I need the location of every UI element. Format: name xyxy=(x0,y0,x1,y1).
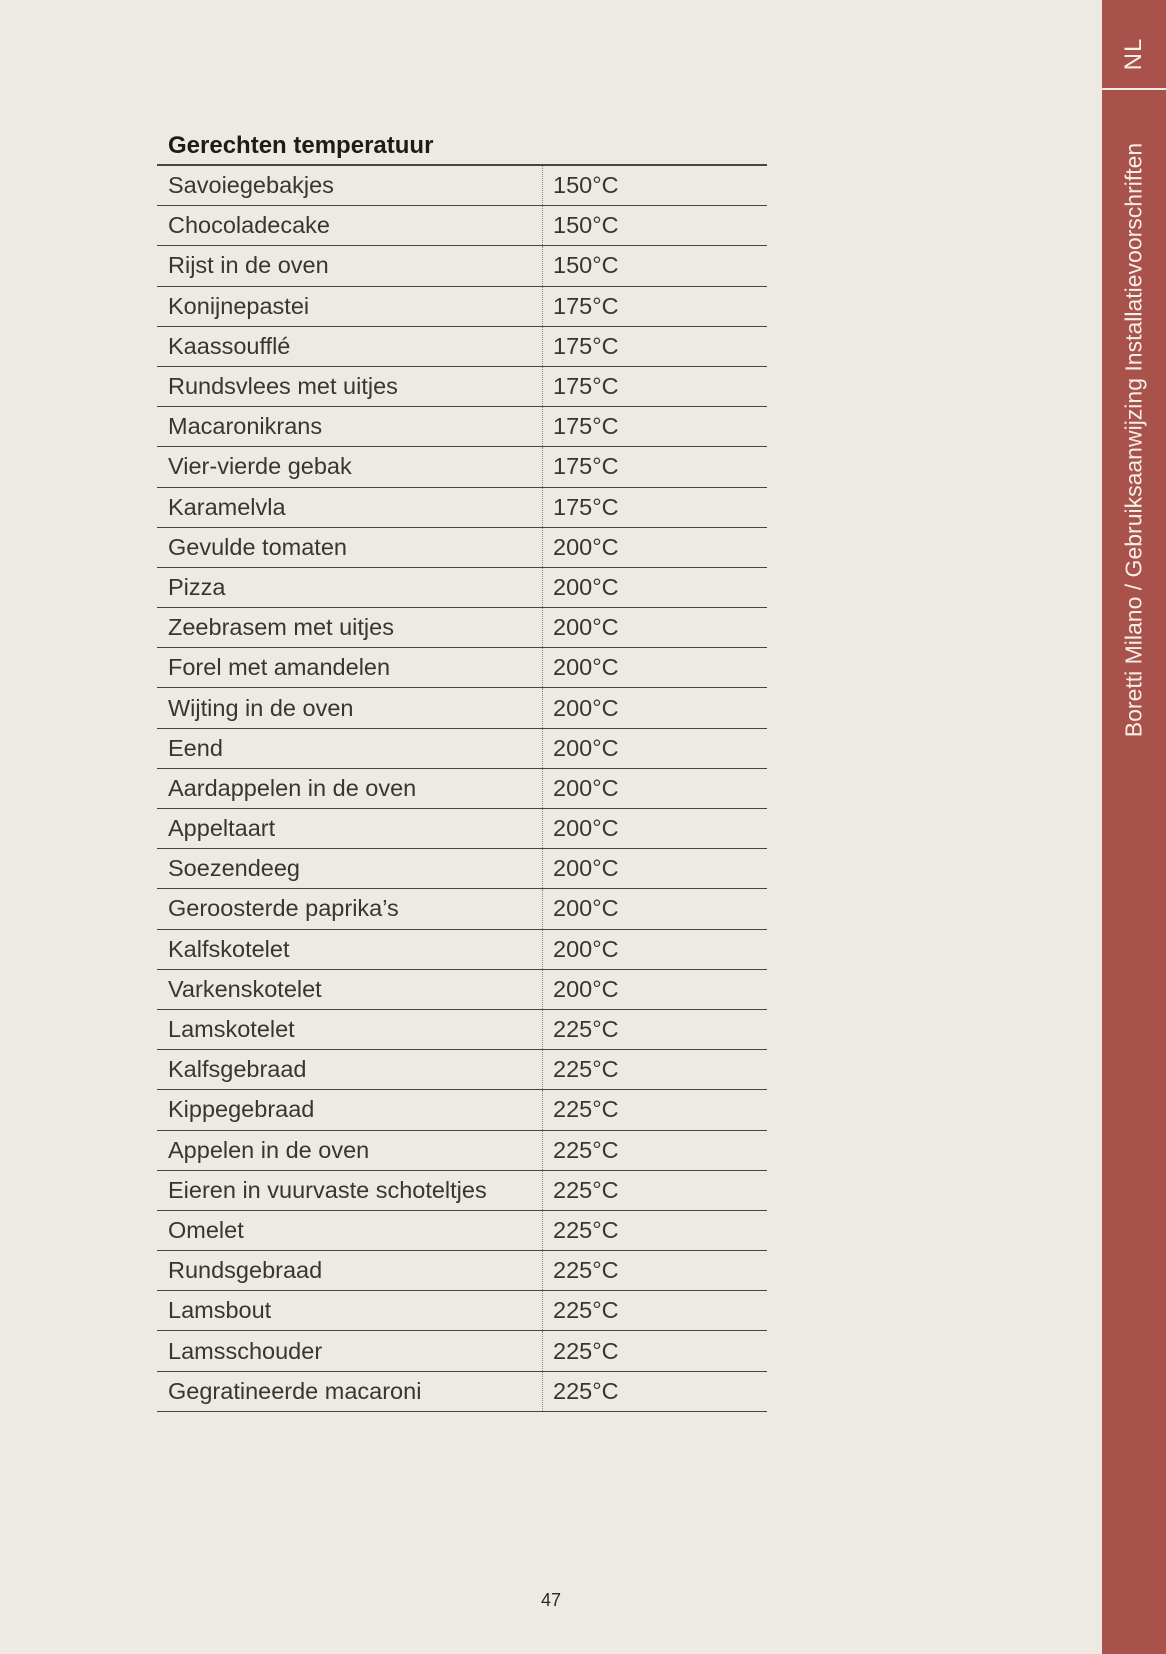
dish-name: Kalfskotelet xyxy=(157,929,543,969)
dish-temperature: 225°C xyxy=(543,1009,768,1049)
dish-temperature: 200°C xyxy=(543,768,768,808)
dish-name: Macaronikrans xyxy=(157,407,543,447)
table-row xyxy=(157,407,767,447)
page-number: 47 xyxy=(540,1590,562,1610)
table-row xyxy=(157,768,767,808)
table-row xyxy=(157,608,767,648)
dish-name: Eend xyxy=(157,728,543,768)
table-row xyxy=(157,487,767,527)
table-row xyxy=(157,326,767,366)
table-body xyxy=(157,166,767,1411)
table-row xyxy=(157,1291,767,1331)
language-tab xyxy=(1102,0,1166,90)
dish-name: Chocoladecake xyxy=(157,206,543,246)
dish-temperature: 150°C xyxy=(543,246,768,286)
dish-name: Zeebrasem met uitjes xyxy=(157,608,543,648)
table-row xyxy=(157,648,767,688)
table-row xyxy=(157,1210,767,1250)
table-row xyxy=(157,447,767,487)
table-row xyxy=(157,1009,767,1049)
dish-name: Rundsgebraad xyxy=(157,1251,543,1291)
table-row xyxy=(157,286,767,326)
dish-temperature: 225°C xyxy=(543,1210,768,1250)
dish-temperature: 200°C xyxy=(543,969,768,1009)
dish-temperature: 225°C xyxy=(543,1050,768,1090)
manual-title: Boretti Milano / Gebruiksaanwijzing Installatievoorschriften xyxy=(1120,142,1147,738)
dish-name: Kaassoufflé xyxy=(157,326,543,366)
table-row xyxy=(157,889,767,929)
temperature-table-section xyxy=(157,128,767,1412)
dish-name: Varkenskotelet xyxy=(157,969,543,1009)
table-row xyxy=(157,246,767,286)
dish-temperature: 200°C xyxy=(543,809,768,849)
dish-name: Soezendeeg xyxy=(157,849,543,889)
dish-name: Rundsvlees met uitjes xyxy=(157,366,543,406)
dish-temperature: 200°C xyxy=(543,889,768,929)
dish-temperature: 150°C xyxy=(543,166,768,206)
dish-temperature: 175°C xyxy=(543,407,768,447)
dish-name: Appeltaart xyxy=(157,809,543,849)
dish-name: Omelet xyxy=(157,1210,543,1250)
dish-temperature: 225°C xyxy=(543,1251,768,1291)
dish-name: Geroosterde paprika’s xyxy=(157,889,543,929)
dish-temperature: 175°C xyxy=(543,487,768,527)
dish-name: Vier-vierde gebak xyxy=(157,447,543,487)
dish-temperature: 225°C xyxy=(543,1371,768,1411)
dish-name: Lamsschouder xyxy=(157,1331,543,1371)
table-row xyxy=(157,1251,767,1291)
language-label: NL xyxy=(1120,37,1147,71)
table-title: Gerechten temperatuur xyxy=(157,128,767,166)
dish-temperature: 225°C xyxy=(543,1170,768,1210)
table-row xyxy=(157,688,767,728)
table-row xyxy=(157,1130,767,1170)
dish-name: Kippegebraad xyxy=(157,1090,543,1130)
dish-name: Pizza xyxy=(157,567,543,607)
dish-temperature: 175°C xyxy=(543,366,768,406)
dish-temperature: 200°C xyxy=(543,728,768,768)
table-row xyxy=(157,1090,767,1130)
dish-name: Savoiegebakjes xyxy=(157,166,543,206)
dish-temperature: 200°C xyxy=(543,527,768,567)
dish-temperature: 225°C xyxy=(543,1291,768,1331)
dish-temperature: 200°C xyxy=(543,688,768,728)
table-row xyxy=(157,728,767,768)
table-row xyxy=(157,1371,767,1411)
dish-name: Lamsbout xyxy=(157,1291,543,1331)
table-row xyxy=(157,206,767,246)
table-row xyxy=(157,809,767,849)
dish-name: Wijting in de oven xyxy=(157,688,543,728)
table-row xyxy=(157,1170,767,1210)
dish-name: Appelen in de oven xyxy=(157,1130,543,1170)
table-row xyxy=(157,929,767,969)
dish-name: Kalfsgebraad xyxy=(157,1050,543,1090)
dish-temperature: 175°C xyxy=(543,326,768,366)
dish-name: Eieren in vuurvaste schoteltjes xyxy=(157,1170,543,1210)
dish-temperature: 225°C xyxy=(543,1130,768,1170)
table-row xyxy=(157,969,767,1009)
dish-temperature: 200°C xyxy=(543,567,768,607)
dish-temperature: 225°C xyxy=(543,1331,768,1371)
dish-temperature: 200°C xyxy=(543,648,768,688)
side-tab xyxy=(1102,0,1166,1654)
table-row xyxy=(157,567,767,607)
table-row xyxy=(157,1331,767,1371)
dish-temperature: 175°C xyxy=(543,286,768,326)
dish-name: Rijst in de oven xyxy=(157,246,543,286)
table-row xyxy=(157,1050,767,1090)
dish-temperature: 225°C xyxy=(543,1090,768,1130)
dish-temperature: 200°C xyxy=(543,929,768,969)
dish-name: Gegratineerde macaroni xyxy=(157,1371,543,1411)
dish-name: Forel met amandelen xyxy=(157,648,543,688)
table-row xyxy=(157,849,767,889)
table-row xyxy=(157,166,767,206)
dish-name: Aardappelen in de oven xyxy=(157,768,543,808)
dish-temperature: 150°C xyxy=(543,206,768,246)
dish-temperature: 200°C xyxy=(543,608,768,648)
dish-name: Konijnepastei xyxy=(157,286,543,326)
dish-name: Gevulde tomaten xyxy=(157,527,543,567)
table-row xyxy=(157,527,767,567)
table-row xyxy=(157,366,767,406)
dish-name: Karamelvla xyxy=(157,487,543,527)
dish-temperature: 200°C xyxy=(543,849,768,889)
dish-name: Lamskotelet xyxy=(157,1009,543,1049)
dish-temperature: 175°C xyxy=(543,447,768,487)
dish-temperature-table xyxy=(157,166,767,1412)
